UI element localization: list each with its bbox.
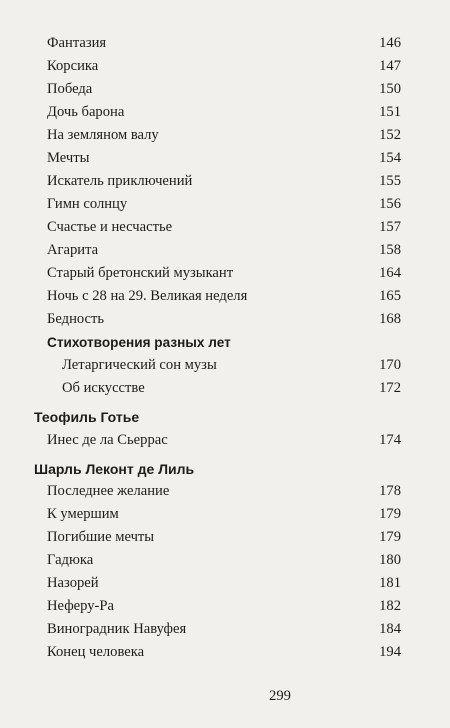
page-number: 299 (269, 688, 291, 704)
toc-entry-page: 180 (379, 552, 401, 568)
toc-entry-page: 156 (379, 196, 401, 212)
toc-entry (0, 618, 450, 641)
toc-entry (0, 239, 450, 262)
toc-entry-page: 150 (379, 81, 401, 97)
toc-entry-title: Корсика (47, 58, 99, 74)
toc-section-heading (0, 331, 450, 354)
toc-entry (0, 480, 450, 503)
toc-entry (0, 147, 450, 170)
toc-entry-page: 170 (379, 357, 401, 373)
toc-entry-title: Старый бретонский музыкант (47, 265, 234, 281)
toc-entry-title: К умершим (47, 506, 119, 522)
toc-entry (0, 429, 450, 452)
toc-entry (0, 32, 450, 55)
toc-entry-page: 172 (379, 380, 401, 396)
toc-entry-title: Летаргический сон музы (62, 357, 217, 373)
toc-entry-title: Победа (47, 81, 93, 97)
toc-entry (0, 124, 450, 147)
toc-entry-page: 155 (379, 173, 401, 189)
toc-entry-page: 165 (379, 288, 401, 304)
toc-entry-page: 179 (379, 529, 401, 545)
toc-entry-title: Гимн солнцу (47, 196, 128, 212)
toc-entry (0, 55, 450, 78)
toc-entry-title: Конец человека (47, 644, 145, 660)
toc-entry-title: Виноградник Навуфея (47, 621, 187, 637)
toc-entry-page: 164 (379, 265, 401, 281)
toc-entry-title: Об искусстве (62, 380, 145, 396)
toc-entry-page: 158 (379, 242, 401, 258)
toc-entry-page: 194 (379, 644, 401, 660)
toc-entry (0, 377, 450, 400)
toc-entry-page: 174 (379, 432, 401, 448)
toc-entry-title: Гадюка (47, 552, 94, 568)
toc-entry-title: Мечты (47, 150, 90, 166)
toc-entry-title: Последнее желание (47, 483, 170, 499)
author-name: Теофиль Готье (34, 409, 140, 425)
toc-entry (0, 595, 450, 618)
toc-entry-title: Инес де ла Сьеррас (47, 432, 168, 448)
toc-entry (0, 549, 450, 572)
toc-entry-title: Счастье и несчастье (47, 219, 173, 235)
toc-entry-page: 151 (379, 104, 401, 120)
toc-entry (0, 354, 450, 377)
author-name: Шарль Леконт де Лиль (34, 461, 195, 477)
toc-entry-page: 182 (379, 598, 401, 614)
toc-entry-title: Бедность (47, 311, 105, 327)
toc-entry (0, 526, 450, 549)
toc-entry-title: Фантазия (47, 35, 107, 51)
toc-entry-title: Ночь с 28 на 29. Великая неделя (47, 288, 248, 304)
toc-entry-page: 147 (379, 58, 401, 74)
toc-entry-title: Неферу-Ра (47, 598, 114, 614)
toc-entry (0, 216, 450, 239)
toc-entry-page: 168 (379, 311, 401, 327)
toc-entry-page: 178 (379, 483, 401, 499)
toc-entry-page: 184 (379, 621, 401, 637)
toc-entry (0, 78, 450, 101)
toc-entry-title: Дочь барона (47, 104, 125, 120)
toc-entry-page: 154 (379, 150, 401, 166)
toc-entry (0, 285, 450, 308)
toc-entry-page: 181 (379, 575, 401, 591)
toc-entry-title: Агарита (47, 242, 99, 258)
section-heading-title: Стихотворения разных лет (47, 335, 231, 350)
toc-entry (0, 170, 450, 193)
toc-entry (0, 572, 450, 595)
toc-entry (0, 262, 450, 285)
toc-entry (0, 308, 450, 331)
toc-author-heading (0, 458, 450, 481)
toc-entry-title: На земляном валу (47, 127, 159, 143)
toc-entry (0, 193, 450, 216)
toc-author-heading (0, 406, 450, 429)
toc-entry-title: Назорей (47, 575, 99, 591)
toc-entry (0, 503, 450, 526)
toc-entry-page: 179 (379, 506, 401, 522)
toc-entry-title: Погибшие мечты (47, 529, 155, 545)
toc-entry (0, 101, 450, 124)
toc-entry-page: 152 (379, 127, 401, 143)
toc-entry-title: Искатель приключений (47, 173, 193, 189)
toc-entry-page: 146 (379, 35, 401, 51)
toc-entry-page: 157 (379, 219, 401, 235)
toc-entry (0, 641, 450, 664)
